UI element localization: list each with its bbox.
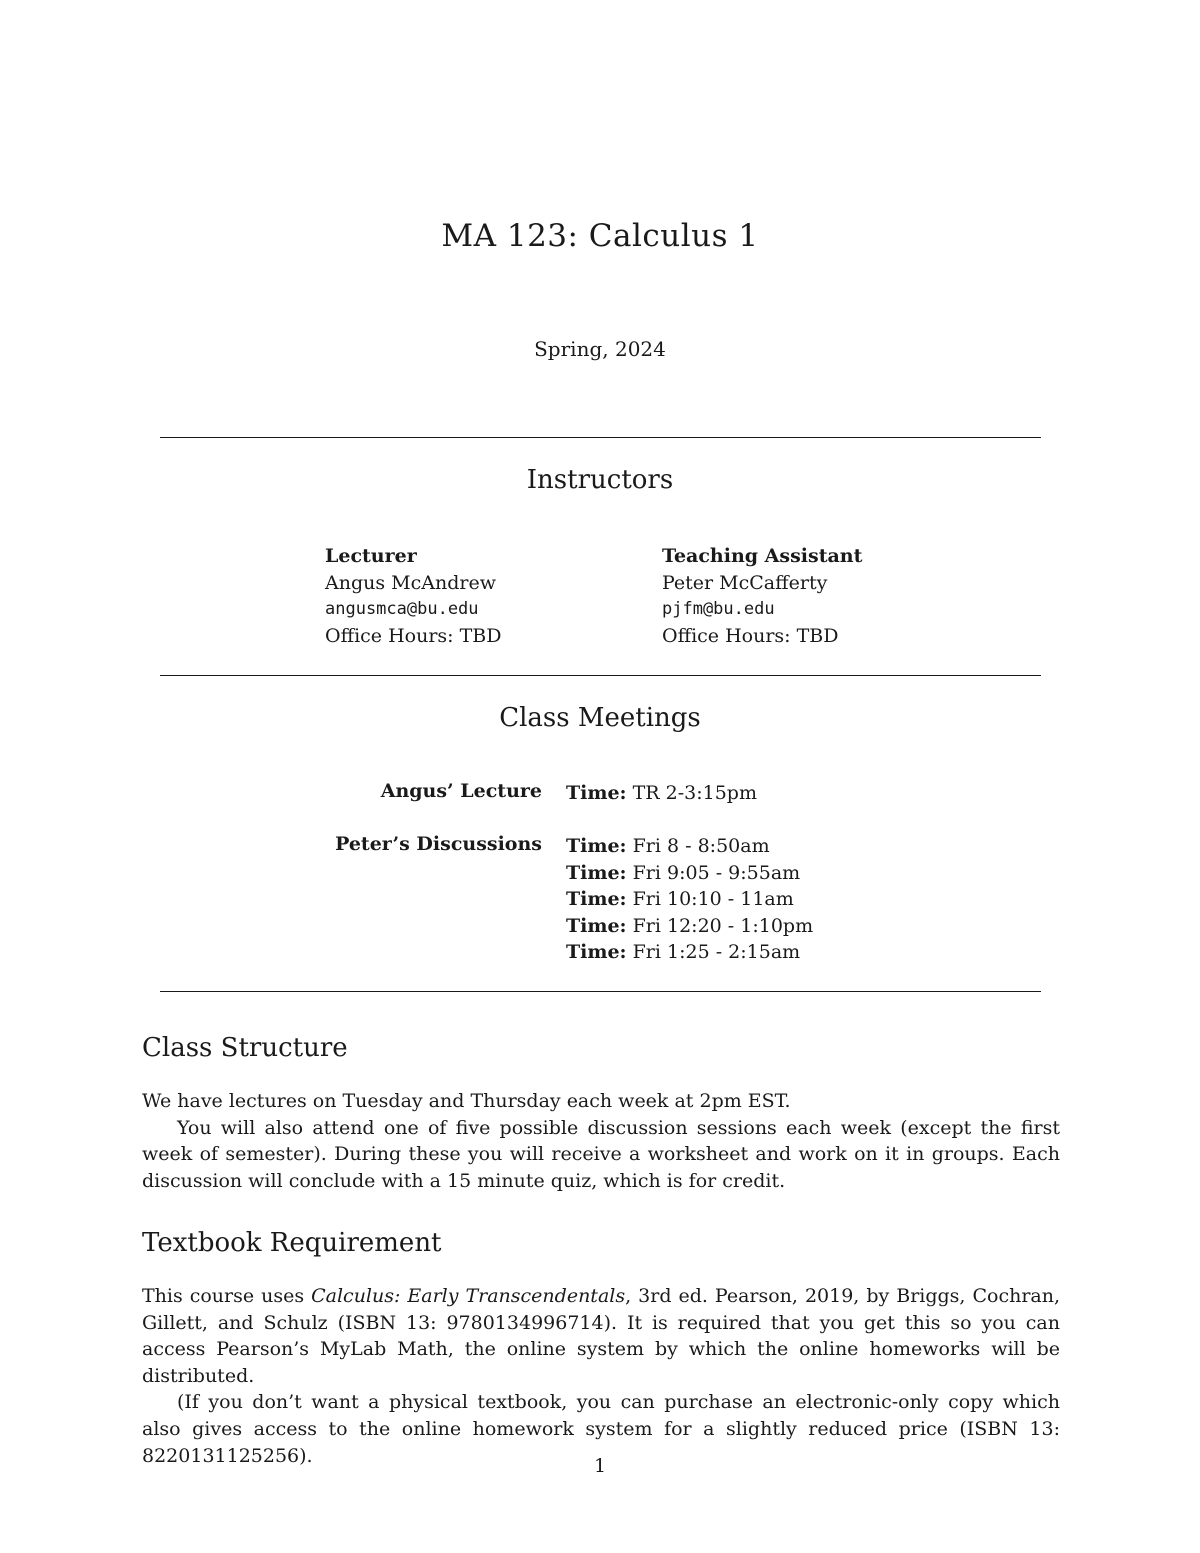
- page-subtitle: Spring, 2024: [534, 337, 666, 361]
- class-structure-heading: Class Structure: [142, 1033, 348, 1063]
- lecture-times: [566, 780, 757, 807]
- discussion-time-row: [566, 913, 813, 940]
- discussion-times: [566, 833, 813, 966]
- instructors-heading: Instructors: [526, 465, 674, 495]
- divider: [160, 991, 1041, 992]
- text-run: This course uses: [142, 1285, 312, 1307]
- lecturer-block: [325, 543, 501, 649]
- discussions-label: Peter’s Discussions: [335, 833, 542, 855]
- time-value: Fri 12:20 - 1:10pm: [632, 914, 814, 937]
- class-meetings-heading: Class Meetings: [499, 703, 701, 733]
- time-value: TR 2-3:15pm: [632, 782, 757, 804]
- time-value: Fri 9:05 - 9:55am: [632, 861, 801, 884]
- time-label: Time:: [566, 835, 627, 857]
- page-number: 1: [593, 1455, 607, 1477]
- textbook-heading: Textbook Requirement: [142, 1228, 442, 1258]
- time-value: Fri 10:10 - 11am: [632, 888, 794, 911]
- textbook-body: [142, 1283, 1060, 1469]
- lecturer-role: Lecturer: [325, 545, 417, 567]
- time-label: Time:: [566, 888, 627, 911]
- paragraph: [142, 1283, 1060, 1389]
- lecture-label: Angus’ Lecture: [380, 780, 542, 802]
- discussion-time-row: [566, 860, 813, 887]
- book-title: Calculus: Early Transcendentals: [311, 1285, 626, 1307]
- time-label: Time:: [566, 861, 627, 884]
- lecturer-office-hours: Office Hours: TBD: [325, 624, 502, 647]
- ta-block: [662, 543, 862, 649]
- ta-role: Teaching Assistant: [662, 545, 863, 567]
- page-title: MA 123: Calculus 1: [441, 218, 759, 254]
- divider: [160, 675, 1041, 676]
- time-label: Time:: [566, 914, 627, 937]
- text-run: , 3rd ed. Pearson, 2019, by Briggs, Cochran, Gillett, and Schulz (ISBN 13: 9780134996714). It is required that you get this so you can access Pearson’s MyLab Math, the online system by which the online homeworks will be distributed.: [142, 1285, 1061, 1387]
- discussion-time-row: [566, 886, 813, 913]
- paragraph: (If you don’t want a physical textbook, you can purchase an electronic-only copy which also gives access to the online homework system for a slightly reduced price (ISBN 13: 8220131125256).: [142, 1391, 1060, 1467]
- lecturer-name: Angus McAndrew: [325, 571, 496, 594]
- time-value: Fri 1:25 - 2:15am: [632, 941, 801, 964]
- time-value: Fri 8 - 8:50am: [632, 835, 770, 857]
- class-structure-body: [142, 1088, 1060, 1194]
- paragraph: We have lectures on Tuesday and Thursday each week at 2pm EST.: [142, 1090, 791, 1112]
- ta-name: Peter McCafferty: [662, 571, 828, 594]
- discussion-time-row: [566, 939, 813, 966]
- ta-office-hours: Office Hours: TBD: [662, 624, 839, 647]
- discussion-time-row: [566, 833, 813, 860]
- divider: [160, 437, 1041, 438]
- ta-email: pjfm@bu.edu: [662, 599, 775, 619]
- lecturer-email: angusmca@bu.edu: [325, 599, 479, 619]
- lecture-time-row: [566, 780, 757, 807]
- time-label: Time:: [566, 941, 627, 964]
- time-label: Time:: [566, 782, 627, 804]
- paragraph: You will also attend one of five possible discussion sessions each week (except the first week of semester). During these you will receive a worksheet and work on it in groups. Each discussion will conclude with a 15 minute quiz, which is for credit.: [142, 1116, 1060, 1192]
